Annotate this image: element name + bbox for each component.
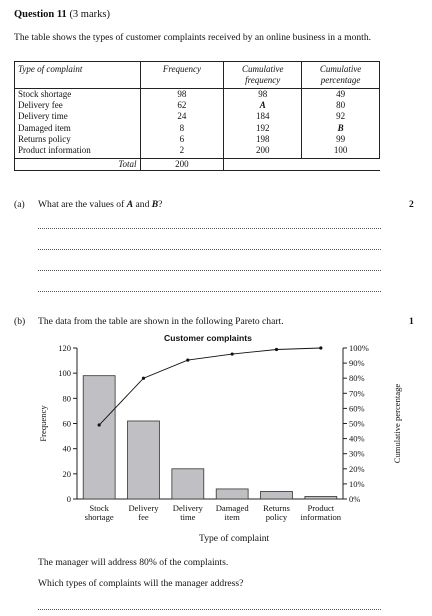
y-axis-title: Frequency (38, 405, 48, 442)
cell-frequency: 24 (140, 111, 224, 122)
bar (261, 491, 293, 499)
y2-tick-label: 50% (349, 418, 365, 429)
cell-frequency: 98 (140, 89, 224, 101)
x-category-label: Delivery (128, 503, 159, 513)
y2-tick-label: 80% (349, 373, 365, 384)
cell-cumfreq: 98 (224, 89, 302, 101)
y-tick-label: 120 (58, 343, 71, 353)
part-b-text2: The manager will address 80% of the complaints. (38, 557, 229, 568)
cumulative-point (231, 352, 234, 355)
cell-cumfreq: A (224, 100, 302, 111)
part-a-question-prefix: What are the values of (38, 199, 127, 210)
question-heading (14, 9, 110, 20)
y2-tick-label: 30% (349, 448, 365, 459)
part-b-text: The data from the table are shown in the following Pareto chart. (38, 316, 284, 327)
cell-cumfreq: 192 (224, 123, 302, 134)
table-row (15, 100, 380, 111)
table-total-row (15, 159, 380, 171)
y-tick-label: 60 (62, 418, 71, 429)
question-number: Question 11 (14, 9, 67, 20)
x-category-label: fee (138, 512, 149, 522)
cell-type: Delivery fee (15, 100, 141, 111)
header-type: Type of complaint (15, 62, 141, 89)
y-tick-label: 80 (62, 393, 71, 404)
x-category-label: Returns (263, 503, 290, 513)
bar (172, 469, 204, 499)
y2-tick-label: 70% (349, 388, 365, 399)
variable-a: A (126, 199, 134, 210)
table-row (15, 134, 380, 145)
x-category-label: Damaged (215, 503, 249, 513)
cumulative-point (275, 348, 278, 351)
total-label: Total (15, 159, 141, 171)
cell-cumfreq: 184 (224, 111, 302, 122)
y2-tick-label: 0% (349, 494, 361, 504)
table-row (15, 111, 380, 122)
bar (128, 421, 160, 499)
y2-tick-label: 100% (349, 343, 369, 353)
header-cumulative-percentage: Cumulative percentage (302, 62, 380, 89)
part-b-marks: 1 (409, 316, 414, 327)
y2-tick-label: 90% (349, 358, 365, 369)
y-tick-label: 40 (62, 443, 71, 454)
y2-tick-label: 40% (349, 433, 365, 444)
pareto-chart (0, 340, 432, 550)
y2-axis-title: Cumulative percentage (392, 383, 402, 464)
y2-tick-label: 60% (349, 403, 365, 414)
complaints-table (14, 61, 380, 171)
cell-cumpct: 100 (302, 145, 380, 159)
cell-frequency: 8 (140, 123, 224, 134)
y2-tick-label: 20% (349, 463, 365, 474)
cell-type: Stock shortage (15, 89, 141, 101)
cell-frequency: 6 (140, 134, 224, 145)
cell-cumpct: 49 (302, 89, 380, 101)
bar (216, 489, 248, 499)
cumulative-point (98, 423, 101, 426)
table-row (15, 89, 380, 101)
answer-line-5[interactable] (38, 609, 381, 610)
x-category-label: Stock (89, 503, 109, 513)
cumulative-line (99, 348, 321, 425)
empty-cell (224, 159, 302, 171)
part-b-label: (b) (14, 316, 26, 327)
part-b-text3: Which types of complaints will the manager address? (38, 578, 244, 589)
x-category-label: shortage (84, 512, 114, 522)
cell-type: Damaged item (15, 123, 141, 134)
header-cumulative-frequency: Cumulative frequency (224, 62, 302, 89)
part-a-question-suffix: ? (158, 199, 163, 210)
cell-frequency: 62 (140, 100, 224, 111)
cell-cumpct: B (302, 123, 380, 134)
table-header-row (15, 62, 380, 89)
cell-cumpct: 92 (302, 111, 380, 122)
answer-line-1[interactable] (38, 228, 381, 229)
question-marks: (3 marks) (69, 9, 110, 20)
cell-cumfreq: 198 (224, 134, 302, 145)
x-category-label: item (224, 512, 240, 522)
part-a-marks: 2 (409, 199, 414, 210)
cell-cumpct: 80 (302, 100, 380, 111)
chart-title: Customer complaints (164, 333, 252, 343)
question-intro: The table shows the types of customer complaints received by an online business in a month. (14, 32, 372, 43)
table-row (15, 123, 380, 134)
part-a-label: (a) (14, 199, 25, 210)
header-frequency: Frequency (140, 62, 224, 89)
variable-b: B (151, 199, 159, 210)
x-axis-title: Type of complaint (199, 533, 270, 544)
y2-tick-label: 10% (349, 478, 365, 489)
table-row (15, 145, 380, 159)
bar (305, 496, 337, 499)
y-tick-label: 20 (62, 468, 71, 479)
empty-cell (302, 159, 380, 171)
cell-type: Returns policy (15, 134, 141, 145)
part-a-question (38, 199, 162, 210)
total-value: 200 (140, 159, 224, 171)
part-a-and: and (133, 199, 152, 210)
answer-line-3[interactable] (38, 270, 381, 271)
cumulative-point (186, 358, 189, 361)
answer-line-2[interactable] (38, 249, 381, 250)
bar (83, 376, 115, 499)
cell-type: Product information (15, 145, 141, 159)
cumulative-point (142, 377, 145, 380)
answer-line-4[interactable] (38, 291, 381, 292)
x-category-label: policy (265, 512, 288, 522)
y-tick-label: 0 (66, 494, 71, 504)
y-tick-label: 100 (58, 368, 71, 379)
cell-frequency: 2 (140, 145, 224, 159)
x-category-label: time (180, 512, 196, 522)
cell-cumfreq: 200 (224, 145, 302, 159)
x-category-label: Delivery (172, 503, 203, 513)
x-category-label: information (300, 512, 342, 522)
cell-type: Delivery time (15, 111, 141, 122)
cell-cumpct: 99 (302, 134, 380, 145)
x-category-label: Product (307, 503, 335, 513)
cumulative-point (319, 346, 322, 349)
